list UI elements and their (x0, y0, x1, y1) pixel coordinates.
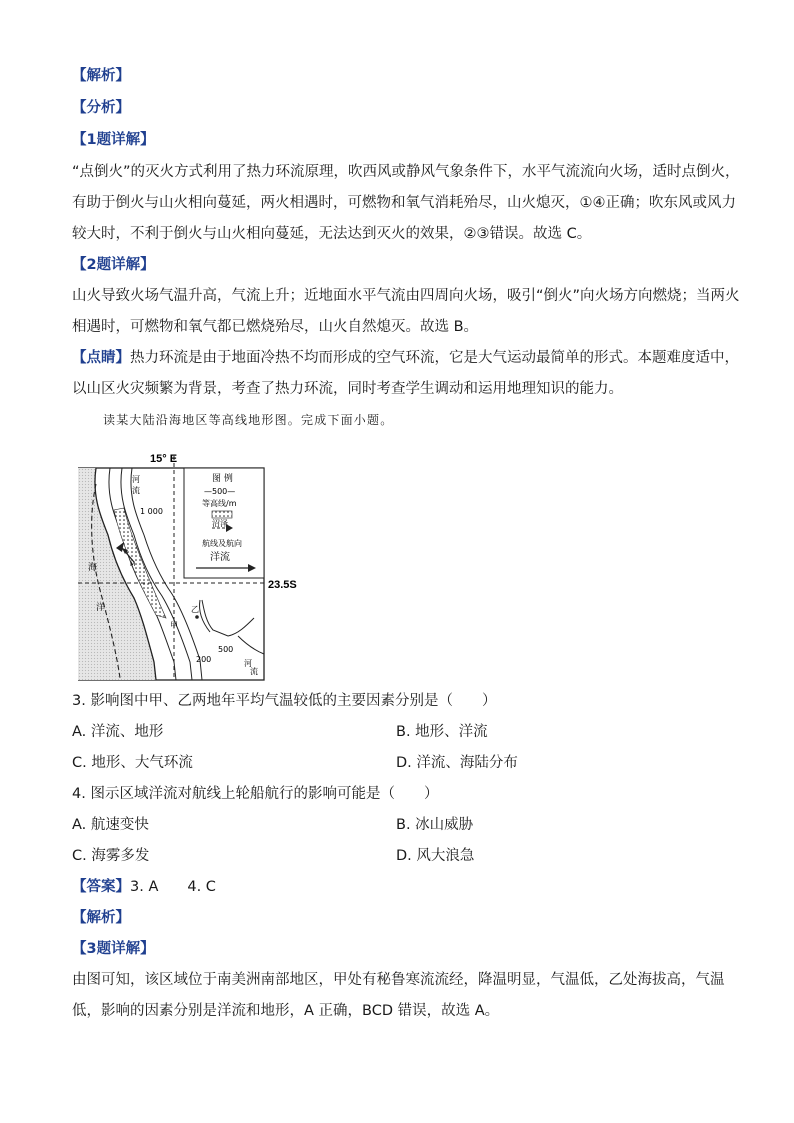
section-answer-head: 【答案】 (72, 879, 130, 895)
section-jiexi-1: 【解析】 (72, 68, 130, 84)
contour-1000-label: 1 000 (140, 507, 163, 516)
sea-char-2: 洋 (96, 603, 106, 613)
q3-explain-line-2: 低，影响的因素分别是洋流和地形，A 正确，BCD 错误，故选 A。 (72, 1003, 500, 1019)
point-yi-label: 乙 (191, 605, 199, 614)
legend-title: 图 例 (212, 474, 233, 484)
section-jiexi-2: 【解析】 (72, 910, 130, 926)
q3-option-a: A. 洋流、地形 (72, 724, 164, 740)
answer-line (72, 877, 732, 897)
q4-option-c: C. 海雾多发 (72, 848, 150, 864)
legend-contour-label: 等高线/m (202, 499, 237, 508)
q4-option-d: D. 风大浪急 (396, 848, 475, 864)
q1-line-3: 较大时，不利于倒火与山火相向蔓延，无法达到灭火的效果，②③错误。故选 C。 (72, 226, 592, 242)
river-bottom-char-1: 河 (244, 659, 252, 668)
answer-text: 3. A 4. C (130, 879, 216, 895)
q3-option-d: D. 洋流、海陆分布 (396, 755, 518, 771)
legend-current-label: 洋流 (210, 552, 230, 563)
dianjing-line-1 (72, 348, 739, 368)
lon-label: 15° E (150, 453, 178, 465)
river-top-char-2: 流 (132, 486, 140, 495)
q1-line-1: “点倒火”的灭火方式利用了热力环流原理，吹西风或静风气象条件下，水平气流流向火场，适时点倒火， (72, 164, 740, 180)
river-top-char-1: 河 (132, 475, 140, 484)
section-fenxi: 【分析】 (72, 100, 130, 116)
map-intro: 读某大陆沿海地区等高线地形图。完成下面小题。 (103, 413, 394, 427)
q1-line-2: 有助于倒火与山火相向蔓延，两火相遇时，可燃物和氧气消耗殆尽，山火熄灭，①④正确；吹东风或风力 (72, 195, 736, 211)
section-q3-head: 【3题详解】 (72, 941, 155, 957)
point-m-label: M (130, 561, 136, 568)
q4-stem: 4. 图示区域洋流对航线上轮船航行的影响可能是（ ） (72, 786, 439, 802)
dianjing-line-2: 以山区火灾频繁为背景，考查了热力环流，同时考查学生调动和运用地理知识的能力。 (72, 381, 623, 397)
section-dianjing-head: 【点睛】 (72, 350, 130, 366)
q4-option-b: B. 冰山威胁 (396, 817, 474, 833)
q3-option-c: C. 地形、大气环流 (72, 755, 193, 771)
q4-option-a: A. 航速变快 (72, 817, 149, 833)
sea-char-1: 海 (88, 563, 98, 573)
lat-label: 23.5S (268, 579, 297, 591)
legend-route-label: 航线及航向 (202, 539, 242, 548)
river-bottom-char-2: 流 (250, 667, 258, 676)
legend-contour-sample: —500— (204, 487, 236, 496)
legend-swamp-sample (212, 511, 232, 518)
q3-stem: 3. 影响图中甲、乙两地年平均气温较低的主要因素分别是（ ） (72, 693, 497, 709)
contour-map (78, 450, 302, 682)
q3-explain-line-1: 由图可知，该区域位于南美洲南部地区，甲处有秘鲁寒流流经，降温明显，气温低，乙处海拔高，气温 (72, 972, 725, 988)
point-yi-dot (195, 615, 199, 619)
q2-line-2: 相遇时，可燃物和氧气都已燃烧殆尽，山火自然熄灭。故选 B。 (72, 319, 479, 335)
q2-line-1: 山火导致火场气温升高，气流上升；近地面水平气流由四周向火场，吸引“倒火”向火场方向燃烧；当两火 (72, 288, 740, 304)
contour-200-label: 200 (196, 655, 212, 664)
section-q1-head: 【1题详解】 (72, 132, 155, 148)
point-jia-label: 甲 (170, 621, 178, 630)
dianjing-text-1: 热力环流是由于地面冷热不均而形成的空气环流，它是大气运动最简单的形式。本题难度适中， (130, 350, 739, 366)
q3-option-b: B. 地形、洋流 (396, 724, 488, 740)
legend-swamp-label: 沼泽 (212, 519, 228, 528)
contour-500-label: 500 (218, 645, 234, 654)
section-q2-head: 【2题详解】 (72, 257, 155, 273)
